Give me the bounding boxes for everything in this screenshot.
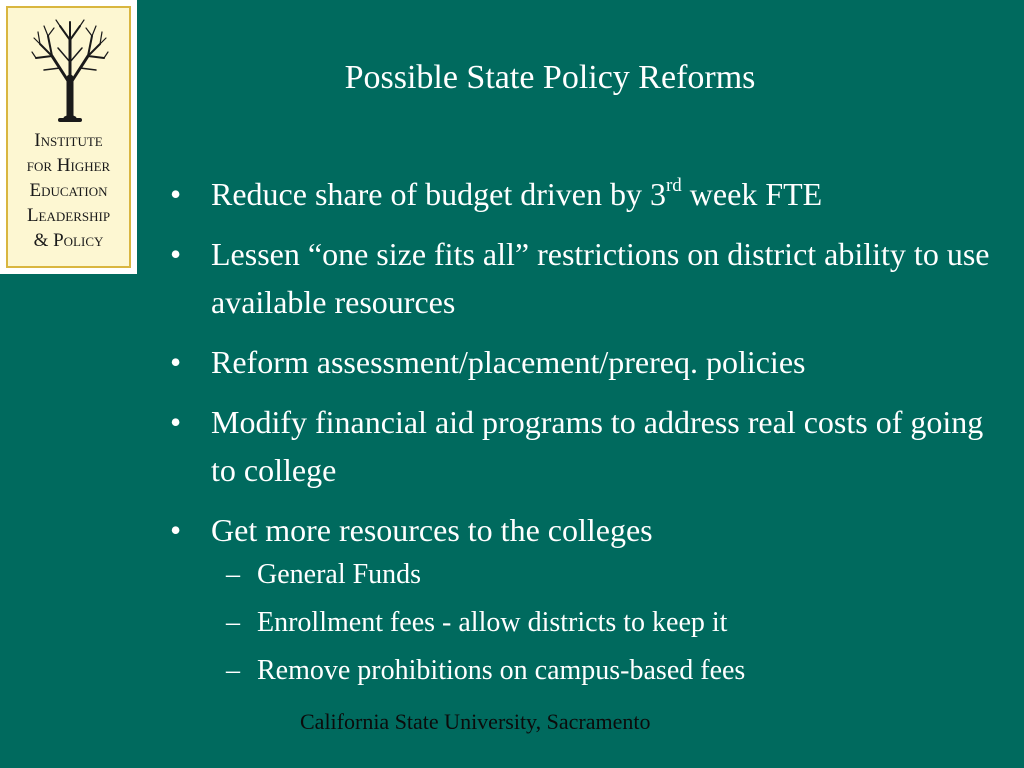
bullet-marker: •: [170, 512, 182, 548]
bullet-marker: •: [170, 404, 182, 440]
sub-bullet-text: General Funds: [257, 559, 422, 590]
logo-line-5: & Policy: [33, 230, 104, 251]
bullet-text: Reform assessment/placement/prereq. policies: [211, 344, 806, 380]
sub-bullet-item: [170, 652, 990, 690]
bullet-text: Reduce share of budget driven by 3: [211, 176, 666, 212]
sub-bullet-marker: –: [226, 607, 240, 638]
bullet-marker: •: [170, 236, 182, 272]
logo-line-4: Leadership: [26, 205, 111, 226]
sub-bullet-text: Remove prohibitions on campus-based fees: [257, 655, 746, 686]
bullet-item: [170, 506, 990, 554]
bullet-marker: •: [170, 176, 182, 212]
sub-bullet-item: [170, 556, 990, 594]
bullet-text: Get more resources to the colleges: [211, 512, 653, 548]
logo-frame: [6, 6, 131, 268]
institute-logo: [0, 0, 137, 274]
bullet-text: Modify financial aid programs to address real costs of going to college: [211, 404, 984, 488]
slide-footer: California State University, Sacramento: [300, 709, 651, 734]
bullet-item: [170, 338, 990, 386]
bullet-marker: •: [170, 344, 182, 380]
bullet-text: Lessen “one size fits all” restrictions on district ability to use available resources: [211, 236, 990, 320]
logo-line-1: Institute: [34, 130, 103, 151]
sub-bullet-marker: –: [226, 559, 240, 590]
logo-line-2: for Higher: [26, 155, 111, 176]
logo-line-3: Education: [29, 180, 108, 201]
bullet-item: [170, 170, 990, 218]
sub-bullet-marker: –: [226, 655, 240, 686]
bullet-item: [170, 398, 990, 494]
bullet-superscript: rd: [665, 175, 682, 196]
bullet-item: [170, 230, 990, 326]
logo-text: [8, 128, 129, 253]
sub-bullet-text: Enrollment fees - allow districts to keep it: [257, 607, 728, 638]
sub-bullet-item: [170, 604, 990, 642]
tree-icon: [30, 18, 110, 122]
slide-title: Possible State Policy Reforms: [344, 59, 756, 96]
bullet-list: [170, 170, 990, 700]
bullet-text-tail: week FTE: [681, 176, 823, 212]
